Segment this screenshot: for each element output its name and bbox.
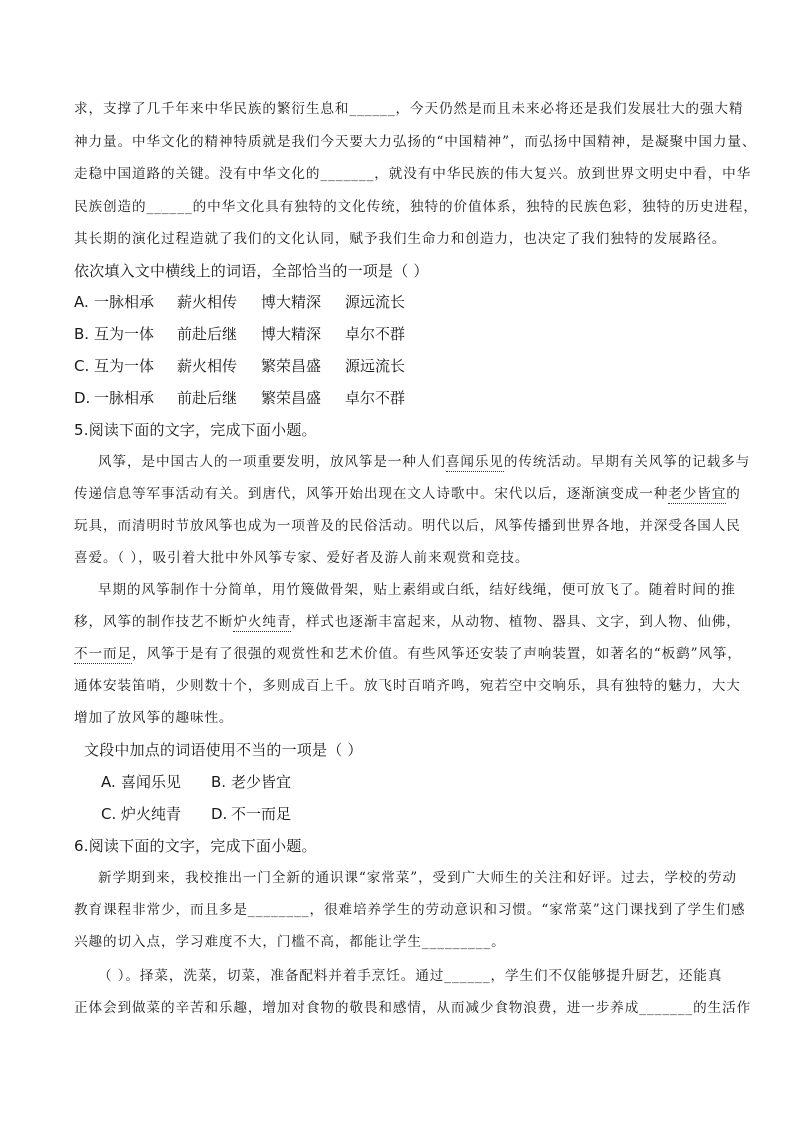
option-letter: C. (101, 805, 117, 823)
option-word: 源远流长 (345, 293, 406, 311)
q5-passage-line-2 (74, 484, 741, 504)
option-letter: D. (211, 805, 228, 823)
option-word: 薪火相传 (177, 293, 238, 311)
option-word: 前赴后继 (177, 389, 238, 407)
option-word: 博大精深 (261, 293, 322, 311)
option-text: 炉火纯青 (121, 805, 182, 823)
option-word: 源远流长 (345, 357, 406, 375)
q5-passage-line-1 (98, 452, 750, 472)
text-run: ，样式也逐渐丰富起来，从动物、植物、器具、文字，到人物、仙佛， (291, 614, 741, 630)
option-letter: A. (101, 773, 116, 791)
option-word: 一脉相承 (94, 389, 155, 407)
option-word: 一脉相承 (94, 293, 155, 311)
option-word: 前赴后继 (177, 325, 238, 343)
option-word: 互为一体 (94, 357, 155, 375)
dotted-word: 炉火纯青 (233, 614, 292, 630)
q5-passage-line-4: 喜爱。（ ），吸引着大批中外风筝专家、爱好者及游人前来观赏和竞技。 (74, 550, 530, 566)
q4-passage-line-5: 其长期的演化过程造就了我们的文化认同，赋予我们生命力和创造力，也决定了我们独特的发展路径。 (74, 231, 727, 247)
q5-passage-line-9: 增加了放风筝的趣味性。 (74, 710, 234, 726)
text-run: 风筝，是中国古人的一项重要发明，放风筝是一种人们 (98, 454, 446, 470)
option-word: 卓尔不群 (345, 389, 406, 407)
q6-heading: 6.阅读下面的文字，完成下面小题。 (74, 837, 317, 855)
q6-passage-line-5: 正体会到做菜的辛苦和乐趣，增加对食物的敬畏和感情，从而减少食物浪费，进一步养成_______的生活作 (74, 1000, 752, 1016)
text-run: 的 (726, 486, 741, 502)
q4-question-stem: 依次填入文中横线上的词语，全部恰当的一项是（ ） (74, 262, 429, 280)
option-word: 博大精深 (261, 325, 322, 343)
text-run: 移，风筝的制作技艺不断 (74, 614, 234, 630)
option-letter: B. (74, 325, 90, 343)
text-run: ，风筝于是有了很强的观赏性和艺术价值。有些风筝还安装了声响装置，如著名的“板鹞”风筝， (131, 646, 742, 662)
q5-passage-line-8: 通体安装笛哨，少则数十个，多则成百上千。放飞时百哨齐鸣，宛若空中交响乐，具有独特的魅力，大大 (74, 678, 741, 694)
option-letter: C. (74, 357, 90, 375)
q6-passage-line-2: 教育课程非常少，而且多是________，很难培养学生的劳动意识和习惯。“家常菜”这门课找到了学生们感 (74, 902, 746, 918)
q5-passage-line-7 (74, 644, 742, 664)
q6-passage-line-4: （ ）。择菜，洗菜，切菜，准备配料并着手烹饪。通过______，学生们不仅能够提升厨艺，还能真 (98, 968, 723, 984)
q5-passage-line-6 (74, 612, 741, 632)
option-letter: A. (74, 293, 89, 311)
option-text: 老少皆宜 (231, 773, 292, 791)
option-word: 繁荣昌盛 (261, 389, 322, 407)
q5-passage-line-5: 早期的风筝制作十分简单，用竹篾做骨架，贴上素绢或白纸，结好线绳，便可放飞了。随着时间的推 (98, 582, 736, 598)
option-text: 喜闻乐见 (121, 773, 182, 791)
q5-question-stem: 文段中加点的词语使用不当的一项是（ ） (84, 741, 363, 759)
q4-passage-line-4: 民族创造的______的中华文化具有独特的文化传统，独特的价值体系，独特的民族色彩，独特的历史进程， (74, 199, 758, 215)
dotted-word: 不一而足 (74, 646, 132, 662)
option-word: 卓尔不群 (345, 325, 406, 343)
text-run: 的传统活动。早期有关风筝的记载多与 (503, 454, 751, 470)
option-text: 不一而足 (231, 805, 292, 823)
dotted-word: 老少皆宜 (668, 486, 727, 502)
option-word: 互为一体 (94, 325, 155, 343)
q4-passage-line-2: 神力量。中华文化的精神特质就是我们今天要大力弘扬的“中国精神”，而弘扬中国精神，是凝聚中国力量、 (74, 134, 757, 150)
option-letter: B. (211, 773, 227, 791)
text-run: 传递信息等军事活动有关。到唐代，风筝开始出现在文人诗歌中。宋代以后，逐渐演变成一种 (74, 486, 669, 502)
q6-passage-line-1: 新学期到来，我校推出一门全新的通识课“家常菜”，受到广大师生的关注和好评。过去，学校的劳动 (98, 870, 737, 886)
option-letter: D. (74, 389, 91, 407)
option-word: 繁荣昌盛 (261, 357, 322, 375)
q6-passage-line-3: 兴趣的切入点，学习难度不大，门槛不高，都能让学生_________。 (74, 934, 506, 950)
q5-passage-line-3: 玩具，而清明时节放风筝也成为一项普及的民俗活动。明代以后，风筝传播到世界各地，并深受各国人民 (74, 518, 741, 534)
dotted-word: 喜闻乐见 (445, 454, 504, 470)
q5-heading: 5.阅读下面的文字，完成下面小题。 (74, 421, 317, 439)
q4-passage-line-1: 求，支撑了几千年来中华民族的繁衍生息和______，今天仍然是而且未来必将还是我们发展壮大的强大精 (74, 101, 744, 117)
q4-passage-line-3: 走稳中国道路的关键。没有中华文化的_______，就没有中华民族的伟大复兴。放到世界文明史中看，中华 (74, 166, 752, 182)
option-word: 薪火相传 (177, 357, 238, 375)
